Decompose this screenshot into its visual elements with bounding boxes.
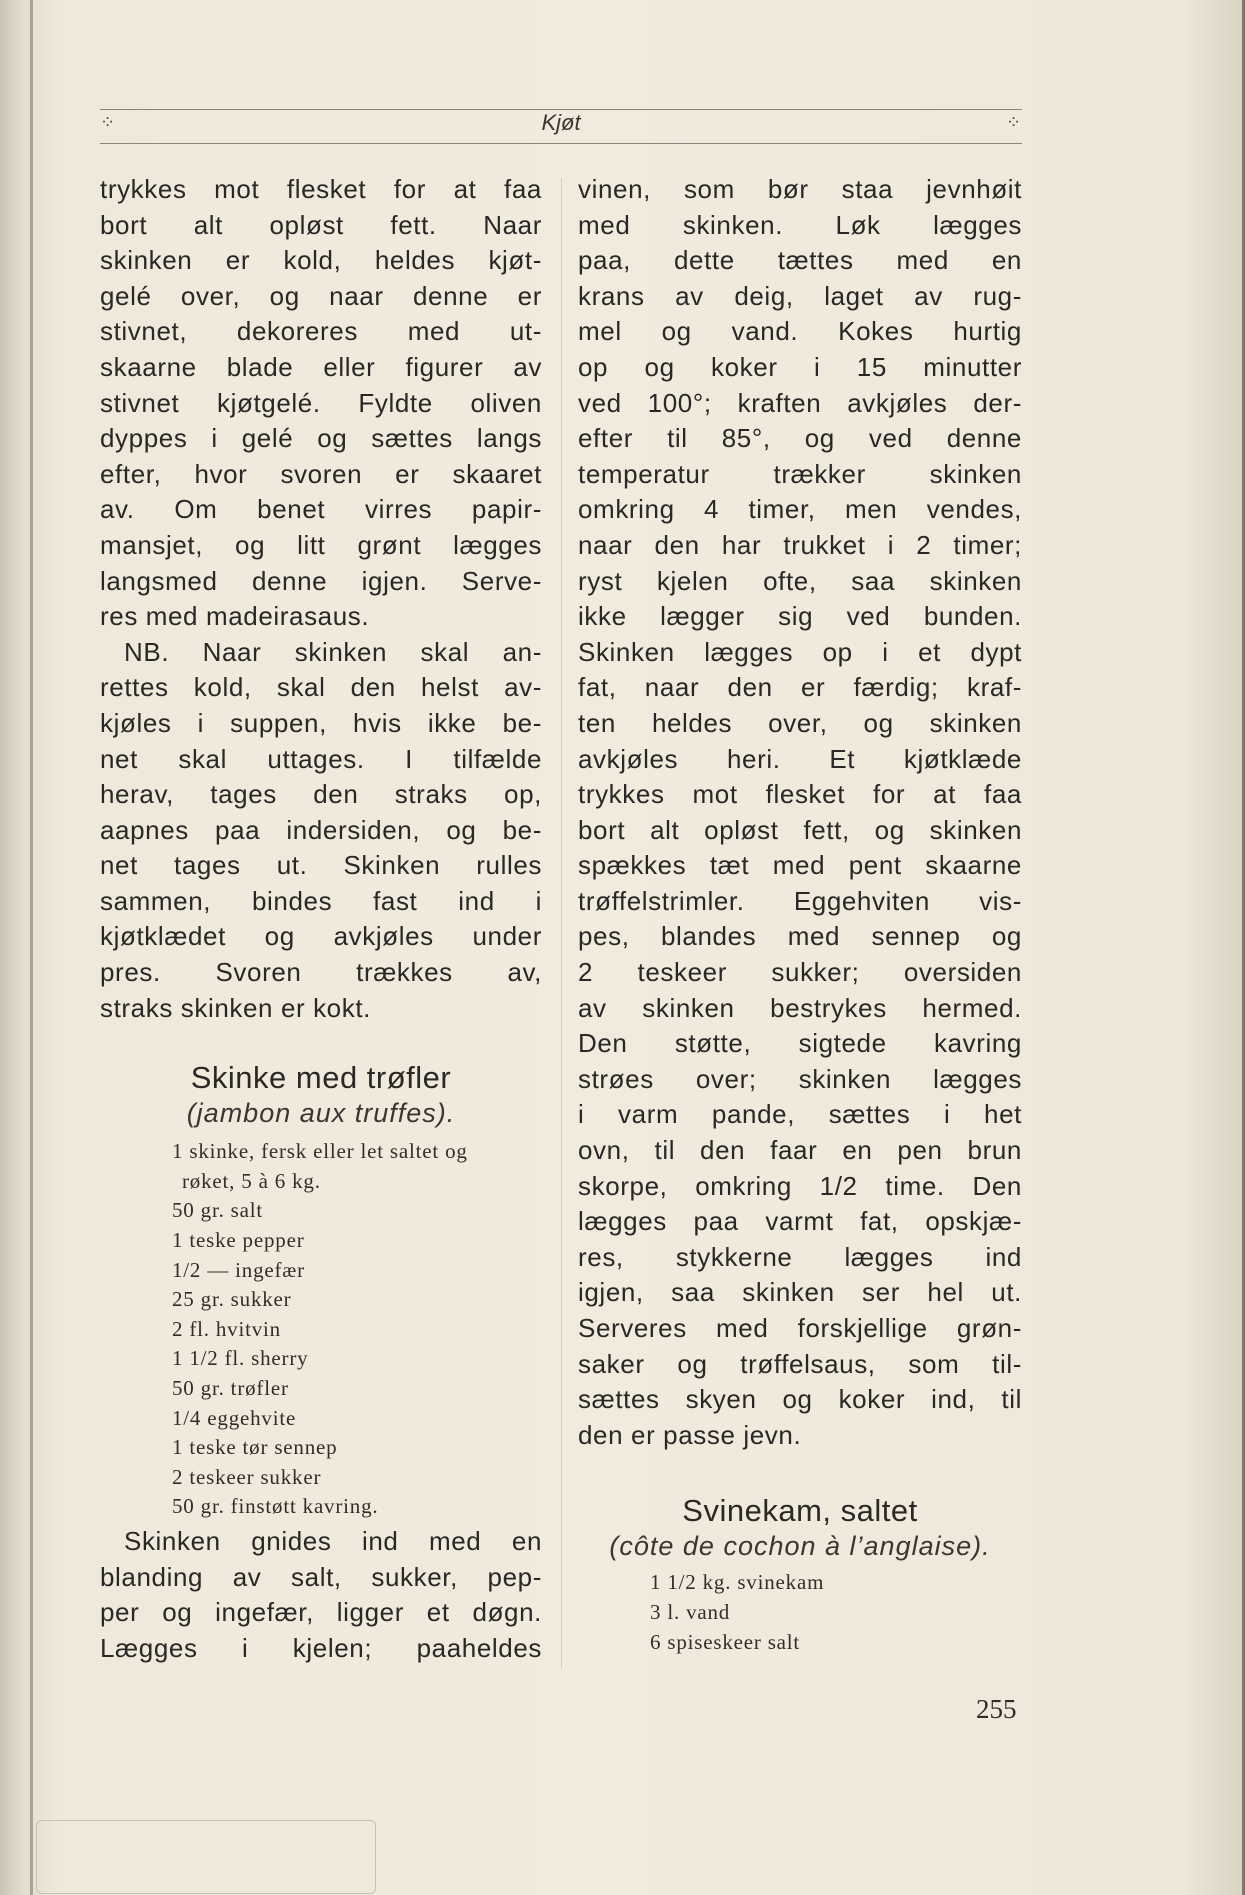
text-line: strøes over; skinken lægges xyxy=(578,1063,1022,1094)
text-line: kjøles i suppen, hvis ikke be- xyxy=(100,707,542,738)
left-column xyxy=(100,172,542,1666)
text-line: dyppes i gelé og sættes langs xyxy=(100,423,542,454)
text-line: bort alt opløst fett, og skinken xyxy=(578,814,1022,845)
text-line: temperatur trækker skinken xyxy=(578,458,1022,489)
text-line: ovn, til den faar en pen brun xyxy=(578,1135,1022,1166)
text-line: vinen, som bør staa jevnhøit xyxy=(578,174,1022,204)
ingredient-item: røket, 5 à 6 kg. xyxy=(182,1168,321,1193)
header-ornament-left-icon: ⁘ xyxy=(100,112,116,133)
ingredient-item: 50 gr. salt xyxy=(172,1198,264,1223)
text-line: pes, blandes med sennep og xyxy=(578,921,1022,952)
ingredient-item: 2 fl. hvitvin xyxy=(172,1316,281,1341)
text-line: trykkes mot flesket for at faa xyxy=(578,779,1022,810)
text-line: saker og trøffelsaus, som til- xyxy=(578,1348,1022,1379)
ingredient-item: 50 gr. trøfler xyxy=(172,1376,289,1400)
header-rule-bottom xyxy=(100,143,1022,144)
ingredient-item: 6 spiseskeer salt xyxy=(650,1629,801,1654)
text-line: av skinken bestrykes hermed. xyxy=(578,992,1022,1023)
ingredient-item: 3 l. vand xyxy=(650,1599,731,1624)
recipe-subtitle: (jambon aux truffes). xyxy=(186,1098,456,1129)
text-line: aapnes paa indersiden, og be- xyxy=(100,814,542,845)
ingredient-item: 1 teske pepper xyxy=(172,1228,305,1253)
text-line: mansjet, og litt grønt lægges xyxy=(100,529,542,560)
text-line: efter til 85°, og ved denne xyxy=(578,423,1022,454)
header-ornament-right-icon: ⁘ xyxy=(1006,112,1022,133)
ingredient-item: 1 1/2 fl. sherry xyxy=(172,1346,309,1371)
text-line: igjen, saa skinken ser hel ut. xyxy=(578,1277,1022,1308)
paragraph-method-continued xyxy=(578,172,1022,1453)
text-line: Serveres med forskjellige grøn- xyxy=(578,1313,1022,1343)
text-line: av. Om benet virres papir- xyxy=(100,494,542,525)
text-line: efter, hvor svoren er skaaret xyxy=(100,458,542,489)
text-line: gelé over, og naar denne er xyxy=(100,280,542,311)
text-line: ten heldes over, og skinken xyxy=(578,707,1022,738)
text-line: trøffelstrimler. Eggehviten vis- xyxy=(578,885,1022,916)
recipe-subtitle: (côte de cochon à l’anglaise). xyxy=(609,1531,991,1562)
text-line: krans av deig, laget av rug- xyxy=(578,280,1022,311)
ingredient-item: 1/2 — ingefær xyxy=(172,1257,305,1282)
text-line: sættes skyen og koker ind, til xyxy=(578,1384,1022,1415)
text-line: med skinken. Løk lægges xyxy=(578,209,1022,240)
text-line: spækkes tæt med pent skaarne xyxy=(578,850,1022,881)
text-line: straks skinken er kokt. xyxy=(100,992,371,1023)
text-line: Skinken gnides ind med en xyxy=(124,1525,542,1556)
text-line: naar den har trukket i 2 timer; xyxy=(578,529,1022,560)
text-line: stivnet kjøtgelé. Fyldte oliven xyxy=(100,387,542,418)
text-line: ryst kjelen ofte, saa skinken xyxy=(578,565,1022,596)
ingredient-item: 50 gr. finstøtt kavring. xyxy=(172,1494,379,1519)
text-line: avkjøles heri. Et kjøtklæde xyxy=(578,743,1022,774)
paragraph xyxy=(100,172,542,635)
text-line: Skinken lægges op i et dypt xyxy=(578,636,1022,667)
text-line: fat, naar den er færdig; kraf- xyxy=(578,672,1022,703)
text-line: 2 teskeer sukker; oversiden xyxy=(578,957,1022,988)
right-column xyxy=(578,172,1022,1657)
text-line: skaarne blade eller figurer av xyxy=(100,351,542,382)
text-line: rettes kold, skal den helst av- xyxy=(100,672,542,703)
paragraph-nb xyxy=(100,635,542,1027)
text-line: Den støtte, sigtede kavring xyxy=(578,1028,1022,1059)
ingredient-item: 1/4 eggehvite xyxy=(172,1405,297,1430)
ingredient-item: 1 teske tør sennep xyxy=(172,1435,338,1460)
text-line: ved 100°; kraften avkjøles der- xyxy=(578,387,1022,418)
page-gutter-line xyxy=(30,0,33,1895)
text-line: bort alt opløst fett. Naar xyxy=(100,209,542,240)
text-line: lægges paa varmt fat, opskjæ- xyxy=(578,1206,1022,1237)
ingredient-item: 1 skinke, fersk eller let saltet og xyxy=(172,1139,468,1164)
recipe-title: Svinekam, saltet xyxy=(682,1493,918,1529)
text-line: ikke lægger sig ved bunden. xyxy=(578,601,1022,632)
scan-frame-mark xyxy=(36,1820,376,1894)
text-line: blanding av salt, sukker, pep- xyxy=(100,1561,542,1592)
text-line: Lægges i kjelen; paaheldes xyxy=(100,1632,542,1663)
text-line: langsmed denne igjen. Serve- xyxy=(100,565,542,596)
text-line: net tages ut. Skinken rulles xyxy=(100,850,542,881)
text-line: i varm pande, sættes i het xyxy=(578,1099,1022,1130)
text-line: sammen, bindes fast ind i xyxy=(100,885,542,916)
text-line: stivnet, dekoreres med ut- xyxy=(100,316,542,347)
text-line: den er passe jevn. xyxy=(578,1419,802,1450)
paragraph-method xyxy=(100,1524,542,1666)
ingredient-list xyxy=(578,1568,1022,1657)
text-line: mel og vand. Kokes hurtig xyxy=(578,316,1022,347)
text-line: skinken er kold, heldes kjøt- xyxy=(100,245,542,276)
ingredient-item: 1 1/2 kg. svinekam xyxy=(650,1570,825,1595)
column-divider xyxy=(561,178,562,1668)
text-line: NB. Naar skinken skal an- xyxy=(124,636,542,667)
text-line: paa, dette tættes med en xyxy=(578,245,1022,276)
text-line: skorpe, omkring 1/2 time. Den xyxy=(578,1170,1022,1201)
text-line: res med madeirasaus. xyxy=(100,601,370,632)
text-line: net skal uttages. I tilfælde xyxy=(100,743,542,774)
text-line: res, stykkerne lægges ind xyxy=(578,1241,1022,1272)
text-line: per og ingefær, ligger et døgn. xyxy=(100,1597,542,1628)
text-line: op og koker i 15 minutter xyxy=(578,351,1022,382)
text-line: herav, tages den straks op, xyxy=(100,779,542,810)
running-header-title: Kjøt xyxy=(541,110,581,135)
text-line: kjøtklædet og avkjøles under xyxy=(100,921,542,952)
page-number: 255 xyxy=(976,1694,1017,1724)
ingredient-list xyxy=(100,1137,542,1522)
text-line: omkring 4 timer, men vendes, xyxy=(578,494,1022,525)
ingredient-item: 2 teskeer sukker xyxy=(172,1464,322,1489)
text-line: trykkes mot flesket for at faa xyxy=(100,174,542,204)
text-line: pres. Svoren trækkes av, xyxy=(100,957,542,988)
recipe-title: Skinke med trøfler xyxy=(190,1060,452,1096)
ingredient-item: 25 gr. sukker xyxy=(172,1287,292,1312)
